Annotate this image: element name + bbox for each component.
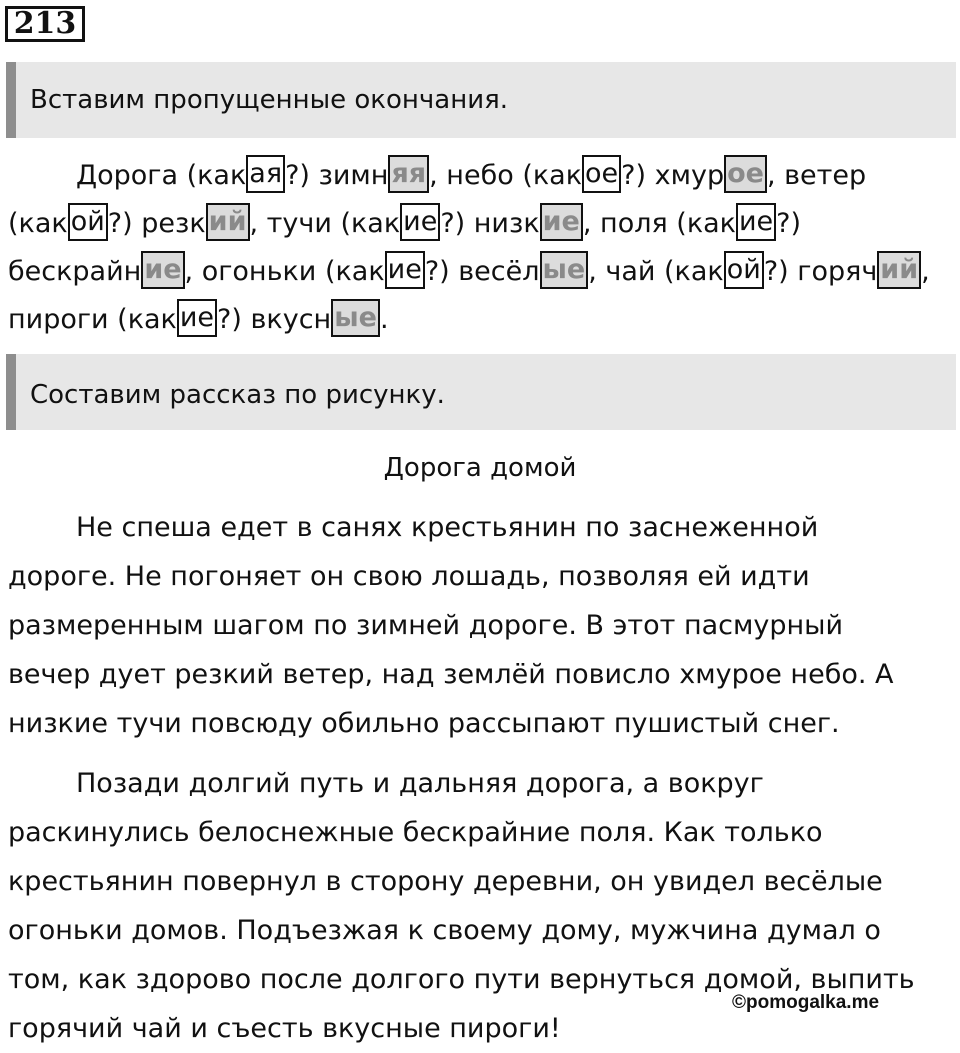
- story-line: огоньки домов. Подъезжая к своему дому, мужчина думал о: [8, 915, 881, 946]
- ending-box: ая: [246, 155, 285, 193]
- text-segment: ?): [776, 208, 802, 239]
- exercise-number: 213: [5, 6, 85, 42]
- ending-box-filled: ие: [540, 203, 583, 241]
- exercise-line-2: [8, 200, 953, 248]
- text-segment: .: [379, 304, 389, 335]
- exercise-line-4: [8, 296, 953, 344]
- text-segment: ?) весёл: [424, 256, 540, 287]
- ending-box: ие: [400, 203, 440, 241]
- story-line: горячий чай и съесть вкусные пироги!: [8, 1013, 561, 1044]
- story-paragraph-1: [8, 503, 953, 748]
- watermark: ©pomogalka.me: [732, 992, 880, 1013]
- ending-box-filled: ые: [540, 251, 589, 289]
- text-segment: , небо (как: [429, 160, 583, 191]
- text-segment: пироги (как: [8, 304, 177, 335]
- text-segment: ,: [921, 256, 930, 287]
- ending-box: ой: [724, 251, 764, 289]
- story-line: низкие тучи повсюду обильно рассыпают пушистый снег.: [8, 708, 840, 739]
- text-segment: , тучи (как: [249, 208, 401, 239]
- text-segment: ?) горяч: [763, 256, 878, 287]
- ending-box-filled: ое: [724, 155, 767, 193]
- ending-box: ие: [736, 203, 776, 241]
- story-line: Позади долгий путь и дальняя дорога, а вокруг: [76, 768, 764, 799]
- text-segment: бескрайн: [8, 256, 142, 287]
- text-segment: , чай (как: [588, 256, 724, 287]
- ending-box: ой: [68, 203, 108, 241]
- story-line: размеренным шагом по зимней дороге. В этот пасмурный: [8, 610, 844, 641]
- ending-box: ие: [177, 299, 217, 337]
- ending-box-filled: яя: [388, 155, 429, 193]
- ending-box: ие: [385, 251, 425, 289]
- exercise-line-3: [8, 248, 953, 296]
- ending-box: ое: [582, 155, 621, 193]
- text-segment: ?) резк: [107, 208, 206, 239]
- ending-box-filled: ий: [877, 251, 921, 289]
- text-segment: , огоньки (как: [184, 256, 385, 287]
- text-segment: ?) низк: [440, 208, 540, 239]
- story-line: Не спеша едет в санях крестьянин по заснеженной: [76, 512, 819, 543]
- text-segment: ?) хмур: [621, 160, 725, 191]
- story-title: Дорога домой: [383, 453, 577, 483]
- task-instruction-story: Составим рассказ по рисунку.: [6, 354, 956, 430]
- story-line: раскинулись белоснежные бескрайние поля. Как только: [8, 817, 823, 848]
- text-segment: ?) вкусн: [217, 304, 332, 335]
- exercise-line-1: [8, 152, 953, 200]
- story-line: крестьянин повернул в сторону деревни, он увидел весёлые: [8, 866, 883, 897]
- story-line: том, как здорово после долгого пути вернуться домой, выпить: [8, 964, 915, 995]
- text-segment: (как: [8, 208, 68, 239]
- exercise-text: [8, 152, 953, 344]
- text-segment: , поля (как: [582, 208, 736, 239]
- story-line: дороге. Не погоняет он свою лошадь, позволяя ей идти: [8, 561, 810, 592]
- task-instruction-endings: Вставим пропущенные окончания.: [6, 62, 956, 138]
- text-segment: Дорога (как: [76, 160, 247, 191]
- text-segment: , ветер: [766, 160, 867, 191]
- ending-box-filled: ие: [141, 251, 184, 289]
- ending-box-filled: ые: [331, 299, 380, 337]
- text-segment: ?) зимн: [285, 160, 389, 191]
- story-line: вечер дует резкий ветер, над землёй повисло хмурое небо. А: [8, 659, 894, 690]
- ending-box-filled: ий: [206, 203, 250, 241]
